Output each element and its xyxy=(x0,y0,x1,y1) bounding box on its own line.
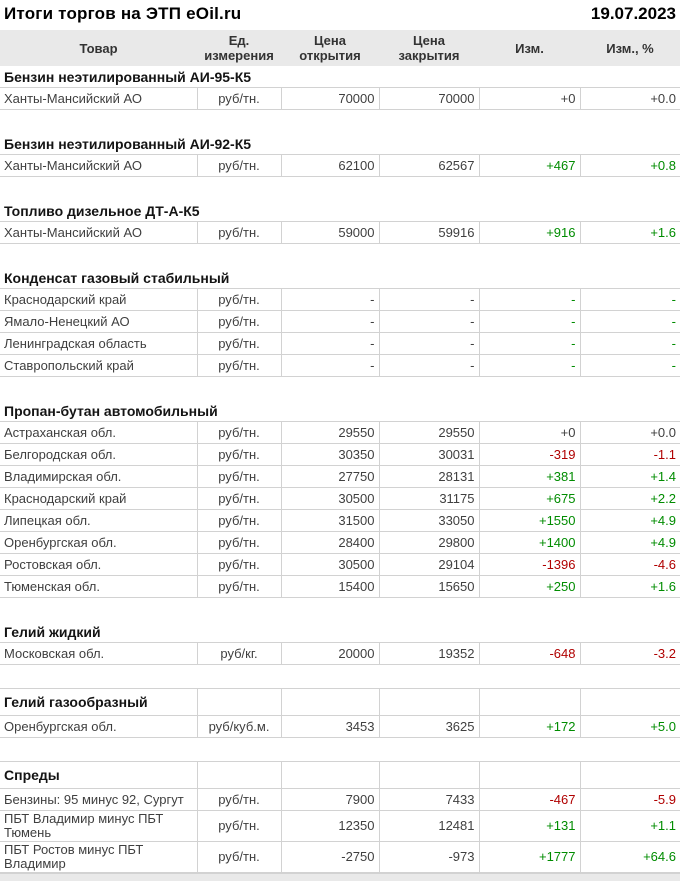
section-title-cell: Спреды xyxy=(0,762,197,789)
change-pct-cell: +1.6 xyxy=(580,576,680,598)
change-cell: - xyxy=(479,311,580,333)
product-cell: ПБТ Владимир минус ПБТ Тюмень xyxy=(0,811,197,842)
table-row xyxy=(0,532,680,554)
close-price-cell: - xyxy=(379,333,479,355)
section-empty-cell xyxy=(580,762,680,789)
open-price-cell: 7900 xyxy=(281,789,379,811)
open-price-cell: 30500 xyxy=(281,488,379,510)
section-spacer xyxy=(0,738,680,762)
close-price-cell: 30031 xyxy=(379,444,479,466)
open-price-cell: 62100 xyxy=(281,155,379,177)
spacer-cell xyxy=(0,738,680,762)
section-spacer xyxy=(0,244,680,268)
open-price-cell: 29550 xyxy=(281,422,379,444)
section-title-cell: Бензин неэтилированный АИ-95-К5 xyxy=(0,66,680,88)
close-price-cell: 29800 xyxy=(379,532,479,554)
table-header xyxy=(0,30,680,66)
section-empty-cell xyxy=(281,762,379,789)
unit-cell: руб/тн. xyxy=(197,466,281,488)
unit-cell: руб/тн. xyxy=(197,333,281,355)
section-empty-cell xyxy=(379,689,479,716)
table-row xyxy=(0,333,680,355)
close-price-cell: 31175 xyxy=(379,488,479,510)
product-cell: Тюменская обл. xyxy=(0,576,197,598)
product-cell: Ростовская обл. xyxy=(0,554,197,576)
section-header-row xyxy=(0,621,680,643)
change-cell: -467 xyxy=(479,789,580,811)
unit-cell: руб/тн. xyxy=(197,510,281,532)
change-cell: +916 xyxy=(479,222,580,244)
change-pct-cell: - xyxy=(580,289,680,311)
close-price-cell: 3625 xyxy=(379,716,479,738)
open-price-cell: - xyxy=(281,289,379,311)
change-cell: -1396 xyxy=(479,554,580,576)
table-row xyxy=(0,355,680,377)
section-empty-cell xyxy=(197,689,281,716)
unit-cell: руб/тн. xyxy=(197,789,281,811)
change-cell: - xyxy=(479,333,580,355)
open-price-cell: 12350 xyxy=(281,811,379,842)
open-price-cell: 70000 xyxy=(281,88,379,110)
section-title-cell: Гелий жидкий xyxy=(0,621,680,643)
section-title-cell: Конденсат газовый стабильный xyxy=(0,267,680,289)
spacer-cell xyxy=(0,377,680,401)
change-pct-cell: +1.4 xyxy=(580,466,680,488)
change-pct-cell: +2.2 xyxy=(580,488,680,510)
open-price-cell: - xyxy=(281,333,379,355)
table-row xyxy=(0,643,680,665)
change-pct-cell: +4.9 xyxy=(580,510,680,532)
section-title-cell: Гелий газообразный xyxy=(0,689,197,716)
results-table xyxy=(0,30,680,873)
change-pct-cell: - xyxy=(580,355,680,377)
open-price-cell: 15400 xyxy=(281,576,379,598)
unit-cell: руб/тн. xyxy=(197,532,281,554)
unit-cell: руб/тн. xyxy=(197,88,281,110)
open-price-cell: - xyxy=(281,355,379,377)
unit-cell: руб/тн. xyxy=(197,289,281,311)
section-title-cell: Бензин неэтилированный АИ-92-К5 xyxy=(0,133,680,155)
product-cell: Оренбургская обл. xyxy=(0,532,197,554)
change-cell: +250 xyxy=(479,576,580,598)
change-pct-cell: - xyxy=(580,333,680,355)
change-pct-cell: +0.0 xyxy=(580,88,680,110)
product-cell: ПБТ Ростов минус ПБТ Владимир xyxy=(0,842,197,873)
change-cell: +1777 xyxy=(479,842,580,873)
spacer-cell xyxy=(0,244,680,268)
change-pct-cell: -3.2 xyxy=(580,643,680,665)
change-pct-cell: +0.0 xyxy=(580,422,680,444)
section-header-row xyxy=(0,400,680,422)
spacer-cell xyxy=(0,110,680,134)
close-price-cell: 62567 xyxy=(379,155,479,177)
section-header-row xyxy=(0,66,680,88)
col-header-unit: Ед. измерения xyxy=(197,30,281,66)
table-row xyxy=(0,554,680,576)
change-cell: - xyxy=(479,289,580,311)
col-header-product: Товар xyxy=(0,30,197,66)
close-price-cell: 12481 xyxy=(379,811,479,842)
report-date: 19.07.2023 xyxy=(590,4,676,23)
unit-cell: руб/куб.м. xyxy=(197,716,281,738)
page-title: Итоги торгов на ЭТП eOil.ru xyxy=(4,4,242,23)
section-spacer xyxy=(0,598,680,622)
product-cell: Бензины: 95 минус 92, Сургут xyxy=(0,789,197,811)
table-row xyxy=(0,789,680,811)
section-header-row xyxy=(0,133,680,155)
product-cell: Ставропольский край xyxy=(0,355,197,377)
spacer-cell xyxy=(0,177,680,201)
change-pct-cell: +0.8 xyxy=(580,155,680,177)
close-price-cell: 70000 xyxy=(379,88,479,110)
table-row xyxy=(0,155,680,177)
table-row xyxy=(0,444,680,466)
close-price-cell: 33050 xyxy=(379,510,479,532)
spacer-cell xyxy=(0,598,680,622)
change-cell: +467 xyxy=(479,155,580,177)
close-price-cell: 19352 xyxy=(379,643,479,665)
title-bar xyxy=(0,0,680,30)
product-cell: Ханты-Мансийский АО xyxy=(0,155,197,177)
col-header-open: Цена открытия xyxy=(281,30,379,66)
unit-cell: руб/тн. xyxy=(197,576,281,598)
change-pct-cell: +5.0 xyxy=(580,716,680,738)
section-header-row xyxy=(0,200,680,222)
table-row xyxy=(0,576,680,598)
unit-cell: руб/тн. xyxy=(197,554,281,576)
open-price-cell: 27750 xyxy=(281,466,379,488)
change-cell: -648 xyxy=(479,643,580,665)
table-row xyxy=(0,842,680,873)
unit-cell: руб/тн. xyxy=(197,842,281,873)
section-header-row xyxy=(0,762,680,789)
section-empty-cell xyxy=(379,762,479,789)
section-header-row xyxy=(0,267,680,289)
table-row xyxy=(0,289,680,311)
change-cell: -319 xyxy=(479,444,580,466)
close-price-cell: 59916 xyxy=(379,222,479,244)
product-cell: Астраханская обл. xyxy=(0,422,197,444)
close-price-cell: 29550 xyxy=(379,422,479,444)
table-row xyxy=(0,88,680,110)
product-cell: Краснодарский край xyxy=(0,488,197,510)
change-pct-cell: +64.6 xyxy=(580,842,680,873)
section-empty-cell xyxy=(479,689,580,716)
close-price-cell: 15650 xyxy=(379,576,479,598)
table-row xyxy=(0,510,680,532)
col-header-change-pct: Изм., % xyxy=(580,30,680,66)
table-row xyxy=(0,222,680,244)
section-empty-cell xyxy=(197,762,281,789)
product-cell: Ханты-Мансийский АО xyxy=(0,222,197,244)
spacer-cell xyxy=(0,665,680,689)
col-header-close: Цена закрытия xyxy=(379,30,479,66)
section-empty-cell xyxy=(281,689,379,716)
unit-cell: руб/тн. xyxy=(197,811,281,842)
table-row xyxy=(0,811,680,842)
product-cell: Владимирская обл. xyxy=(0,466,197,488)
product-cell: Ленинградская область xyxy=(0,333,197,355)
unit-cell: руб/тн. xyxy=(197,222,281,244)
product-cell: Ямало-Ненецкий АО xyxy=(0,311,197,333)
unit-cell: руб/тн. xyxy=(197,311,281,333)
close-price-cell: 29104 xyxy=(379,554,479,576)
table-row xyxy=(0,466,680,488)
table-row xyxy=(0,422,680,444)
change-pct-cell: +4.9 xyxy=(580,532,680,554)
open-price-cell: 28400 xyxy=(281,532,379,554)
change-cell: +1550 xyxy=(479,510,580,532)
section-spacer xyxy=(0,377,680,401)
table-row xyxy=(0,488,680,510)
unit-cell: руб/тн. xyxy=(197,422,281,444)
table-row xyxy=(0,311,680,333)
change-cell: +1400 xyxy=(479,532,580,554)
close-price-cell: 7433 xyxy=(379,789,479,811)
unit-cell: руб/тн. xyxy=(197,155,281,177)
change-pct-cell: -1.1 xyxy=(580,444,680,466)
change-cell: +131 xyxy=(479,811,580,842)
close-price-cell: - xyxy=(379,355,479,377)
change-cell: +172 xyxy=(479,716,580,738)
change-pct-cell: - xyxy=(580,311,680,333)
change-pct-cell: +1.1 xyxy=(580,811,680,842)
change-pct-cell: +1.6 xyxy=(580,222,680,244)
open-price-cell: 31500 xyxy=(281,510,379,532)
product-cell: Липецкая обл. xyxy=(0,510,197,532)
unit-cell: руб/кг. xyxy=(197,643,281,665)
close-price-cell: 28131 xyxy=(379,466,479,488)
product-cell: Ханты-Мансийский АО xyxy=(0,88,197,110)
section-spacer xyxy=(0,110,680,134)
change-cell: +675 xyxy=(479,488,580,510)
unit-cell: руб/тн. xyxy=(197,355,281,377)
table-row xyxy=(0,716,680,738)
change-cell: +381 xyxy=(479,466,580,488)
change-cell: - xyxy=(479,355,580,377)
open-price-cell: 20000 xyxy=(281,643,379,665)
open-price-cell: -2750 xyxy=(281,842,379,873)
unit-cell: руб/тн. xyxy=(197,444,281,466)
close-price-cell: -973 xyxy=(379,842,479,873)
open-price-cell: 30350 xyxy=(281,444,379,466)
section-spacer xyxy=(0,177,680,201)
section-empty-cell xyxy=(479,762,580,789)
footer-bar xyxy=(0,873,680,881)
change-cell: +0 xyxy=(479,422,580,444)
close-price-cell: - xyxy=(379,289,479,311)
section-empty-cell xyxy=(580,689,680,716)
product-cell: Оренбургская обл. xyxy=(0,716,197,738)
open-price-cell: 59000 xyxy=(281,222,379,244)
close-price-cell: - xyxy=(379,311,479,333)
section-title-cell: Пропан-бутан автомобильный xyxy=(0,400,680,422)
change-pct-cell: -4.6 xyxy=(580,554,680,576)
change-cell: +0 xyxy=(479,88,580,110)
product-cell: Московская обл. xyxy=(0,643,197,665)
section-spacer xyxy=(0,665,680,689)
open-price-cell: - xyxy=(281,311,379,333)
col-header-change: Изм. xyxy=(479,30,580,66)
change-pct-cell: -5.9 xyxy=(580,789,680,811)
section-title-cell: Топливо дизельное ДТ-А-К5 xyxy=(0,200,680,222)
open-price-cell: 30500 xyxy=(281,554,379,576)
section-header-row xyxy=(0,689,680,716)
product-cell: Белгородская обл. xyxy=(0,444,197,466)
unit-cell: руб/тн. xyxy=(197,488,281,510)
open-price-cell: 3453 xyxy=(281,716,379,738)
product-cell: Краснодарский край xyxy=(0,289,197,311)
